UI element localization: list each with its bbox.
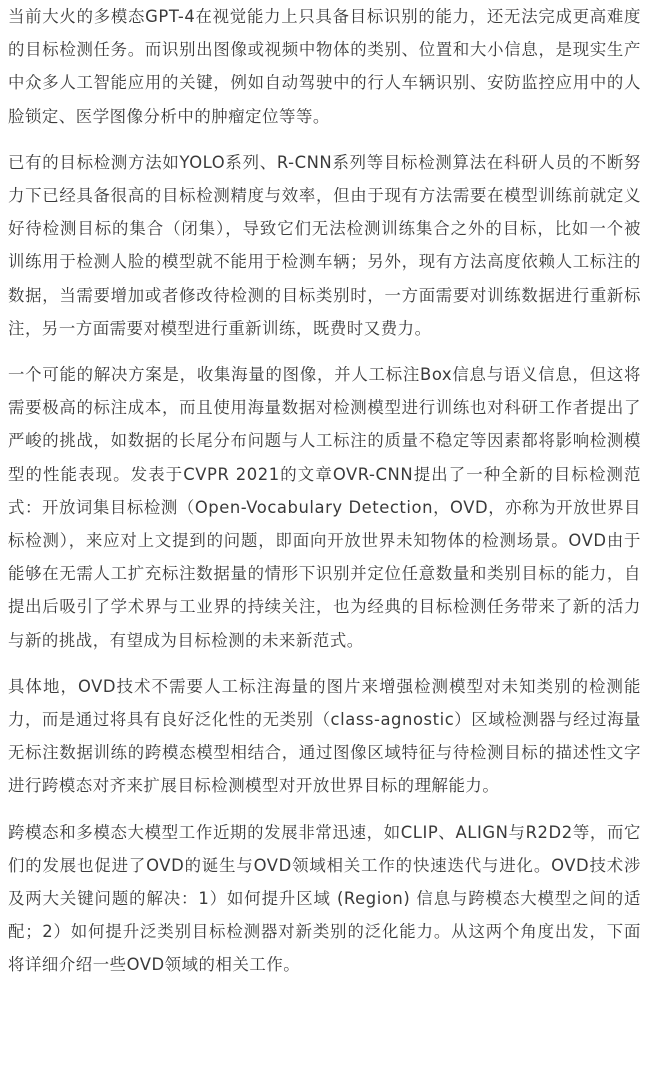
paragraph-existing-methods: 已有的目标检测方法如YOLO系列、R-CNN系列等目标检测算法在科研人员的不断努力下已经具备很高的目标检测精度与效率，但由于现有方法需要在模型训练前就定义好待检测目标的集合（闭集），导致它们无法检测训练集合之外的目标，比如一个被训练用于检测人脸的模型就不能用于检测车辆；另外，现有方法高度依赖人工标注的数据，当需要增加或者修改待检测的目标类别时，一方面需要对训练数据进行重新标注，另一方面需要对模型进行重新训练，既费时又费力。 <box>8 152 641 338</box>
paragraph-gpt4-intro: 当前大火的多模态GPT-4在视觉能力上只具备目标识别的能力，还无法完成更高难度的目标检测任务。而识别出图像或视频中物体的类别、位置和大小信息，是现实生产中众多人工智能应用的关键，例如自动驾驶中的行人车辆识别、安防监控应用中的人脸锁定、医学图像分析中的肿瘤定位等等。 <box>8 7 641 126</box>
paragraph-ovd-technique: 具体地，OVD技术不需要人工标注海量的图片来增强检测模型对未知类别的检测能力，而是通过将具有良好泛化性的无类别（class-agnostic）区域检测器与经过海量无标注数据训练的跨模态模型相结合，通过图像区域特征与待检测目标的描述性文字进行跨模态对齐来扩展目标检测模型对开放世界目标的理解能力。 <box>8 676 641 796</box>
paragraph-multimodal-development: 跨模态和多模态大模型工作近期的发展非常迅速，如CLIP、ALIGN与R2D2等，而它们的发展也促进了OVD的诞生与OVD领域相关工作的快速迭代与进化。OVD技术涉及两大关键问题的解决：1）如何提升区域 (Region) 信息与跨模态大模型之间的适配；2）如何提升泛类别目标检测器对新类别的泛化能力。从这两个角度出发，下面将详细介绍一些OVD领域的相关工作。 <box>8 822 641 975</box>
paragraph-ovd-solution: 一个可能的解决方案是，收集海量的图像，并人工标注Box信息与语义信息，但这将需要极高的标注成本，而且使用海量数据对检测模型进行训练也对科研工作者提出了严峻的挑战，如数据的长尾分布问题与人工标注的质量不稳定等因素都将影响检测模型的性能表现。发表于CVPR 2021的文章OVR-CNN提出了一种全新的目标检测范式：开放词集目标检测（Open-Vocabulary Detection，OVD，亦称为开放世界目标检测），来应对上文提到的问题，即面向开放世界未知物体的检测场景。OVD由于能够在无需人工扩充标注数据量的情形下识别并定位任意数量和类别目标的能力，自提出后吸引了学术界与工业界的持续关注，也为经典的目标检测任务带来了新的活力与新的挑战，有望成为目标检测的未来新范式。 <box>8 365 641 650</box>
